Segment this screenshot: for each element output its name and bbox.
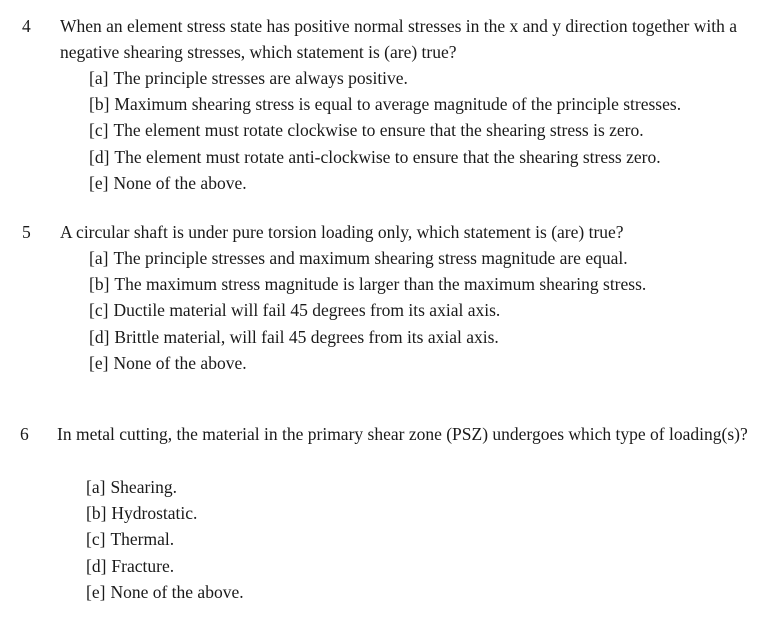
option-text: The maximum stress magnitude is larger than the maximum shearing stress.	[114, 274, 647, 295]
option-text: Thermal.	[110, 529, 175, 550]
option-label: [c]	[89, 120, 109, 141]
question-number: 6	[20, 424, 29, 444]
option-list	[89, 245, 646, 376]
option-text: The principle stresses are always positive.	[113, 68, 408, 88]
question-number: 5	[22, 222, 31, 242]
option-text: The element must rotate clockwise to ensure that the shearing stress is zero.	[113, 120, 644, 141]
question-number: 4	[22, 16, 31, 36]
option-label: [a]	[86, 477, 106, 497]
option-text: None of the above.	[113, 172, 247, 193]
option-text: The principle stresses and maximum shearing stress magnitude are equal.	[113, 248, 628, 268]
option-d	[89, 324, 646, 350]
option-label: [e]	[86, 581, 106, 602]
option-label: [e]	[89, 352, 109, 373]
option-text: Shearing.	[110, 477, 178, 497]
option-d	[86, 553, 244, 579]
option-label: [e]	[89, 172, 109, 193]
option-text: Ductile material will fail 45 degrees from its axial axis.	[113, 300, 501, 321]
option-a	[89, 245, 646, 271]
option-list	[89, 65, 681, 196]
option-a	[86, 474, 244, 500]
option-list	[86, 474, 244, 605]
option-label: [c]	[86, 529, 106, 550]
option-label: [b]	[89, 274, 110, 295]
option-c	[86, 526, 244, 552]
question-text: In metal cutting, the material in the primary shear zone (PSZ) undergoes which type of loading(s)?	[57, 424, 748, 444]
option-label: [a]	[89, 68, 109, 88]
option-d	[89, 144, 681, 170]
option-e	[86, 579, 244, 605]
option-text: Hydrostatic.	[111, 503, 198, 524]
question-text: A circular shaft is under pure torsion loading only, which statement is (are) true?	[60, 222, 624, 242]
option-b	[86, 500, 244, 526]
option-label: [b]	[86, 503, 107, 524]
option-label: [a]	[89, 248, 109, 268]
option-label: [d]	[86, 555, 107, 576]
option-text: Fracture.	[111, 555, 175, 576]
option-label: [d]	[89, 326, 110, 347]
option-text: Brittle material, will fail 45 degrees from its axial axis.	[114, 326, 499, 347]
option-text: None of the above.	[110, 581, 244, 602]
option-c	[89, 297, 646, 323]
option-b	[89, 271, 646, 297]
option-c	[89, 117, 681, 143]
option-label: [c]	[89, 300, 109, 321]
option-label: [b]	[89, 94, 110, 115]
option-b	[89, 91, 681, 117]
option-text: Maximum shearing stress is equal to average magnitude of the principle stresses.	[114, 94, 682, 115]
option-e	[89, 170, 681, 196]
option-a	[89, 65, 681, 91]
question-text: When an element stress state has positive normal stresses in the x and y direction together with a negative shearing stresses, which statement is (are) true?	[60, 16, 737, 62]
option-text: None of the above.	[113, 352, 247, 373]
option-label: [d]	[89, 146, 110, 167]
option-e	[89, 350, 646, 376]
option-text: The element must rotate anti-clockwise to ensure that the shearing stress zero.	[114, 146, 661, 167]
